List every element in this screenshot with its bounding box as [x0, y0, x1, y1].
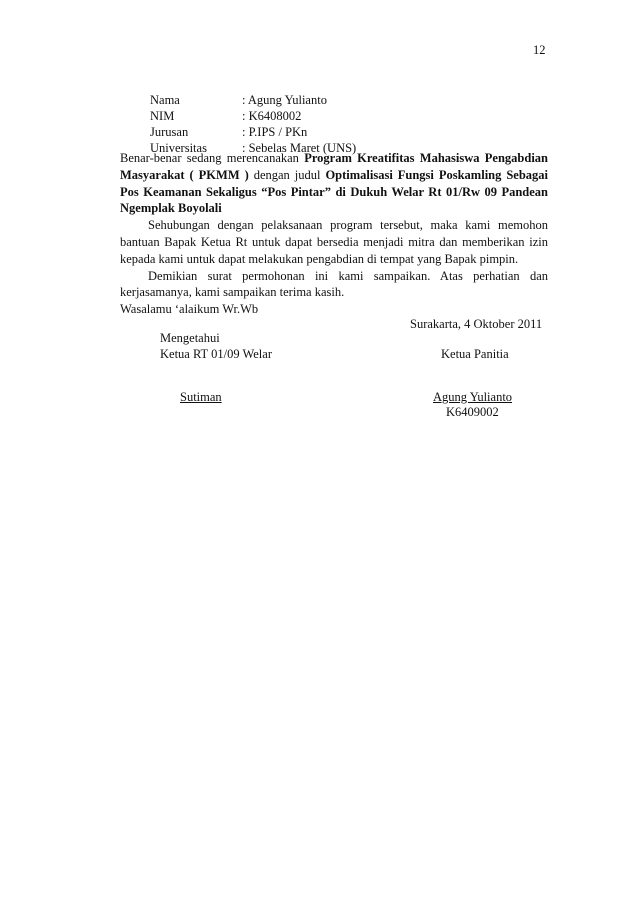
identity-value: : Agung Yulianto: [242, 93, 327, 107]
identity-label: Universitas: [150, 141, 207, 155]
left-signatory-name: Sutiman: [180, 390, 222, 404]
right-signatory-role: Ketua Panitia: [441, 347, 509, 361]
program-title: Optimalisasi Fungsi Poskamling Sebagai Pos Keamanan Sekaligus “Pos Pintar” di Dukuh Welar Rt 01/Rw 09 Pandean Ngemplak Boyolali: [120, 167, 549, 216]
right-signatory-id: K6409002: [446, 405, 499, 419]
identity-label: NIM: [150, 109, 175, 123]
right-signatory-name: Agung Yulianto: [433, 390, 513, 404]
closing-paragraph: Demikian surat permohonan ini kami sampaikan. Atas perhatian dan kerjasamanya, kami sampaikan terima kasih.: [120, 268, 548, 300]
intro-text: dengan judul: [248, 167, 326, 182]
identity-value: : K6408002: [242, 109, 302, 123]
identity-row-nim: [150, 108, 301, 124]
identity-row-nama: [150, 92, 327, 108]
program-name: Program Kreatifitas Mahasiswa Pengabdian Masyarakat ( PKMM ): [120, 151, 548, 182]
identity-label: Nama: [150, 93, 180, 107]
identity-label: Jurusan: [150, 125, 189, 139]
identity-value: : Sebelas Maret (UNS): [242, 141, 357, 155]
acknowledge-label: Mengetahui: [160, 331, 220, 345]
identity-value: : P.IPS / PKn: [242, 125, 308, 139]
salutation: Wasalamu ‘alaikum Wr.Wb: [120, 302, 259, 317]
letter-body: [120, 150, 548, 318]
intro-text: Benar-benar sedang merencanakan: [120, 151, 305, 165]
place-date: Surakarta, 4 Oktober 2011: [410, 317, 543, 331]
identity-row-jurusan: [150, 124, 307, 140]
left-signatory-role: Ketua RT 01/09 Welar: [160, 347, 272, 361]
request-paragraph: Sehubungan dengan pelaksanaan program tersebut, maka kami memohon bantuan Bapak Ketua Rt untuk dapat bersedia menjadi mitra dan memberikan izin kepada kami untuk dapat melakukan pengabdian di tempat yang Bapak pimpin.: [120, 218, 548, 266]
page-number: 12: [533, 43, 546, 57]
intro-paragraph: [120, 150, 548, 217]
